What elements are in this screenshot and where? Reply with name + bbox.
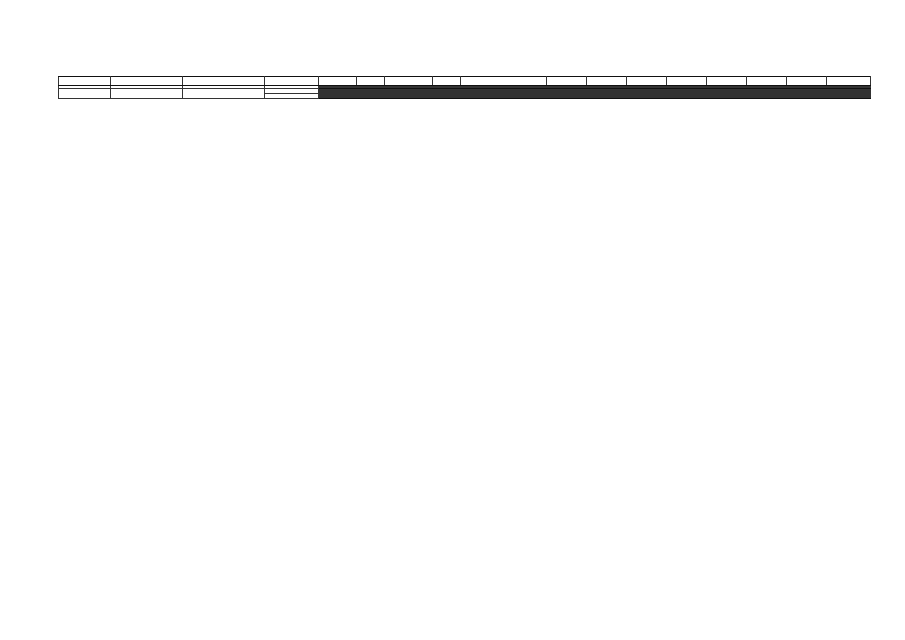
value-cell	[827, 98, 871, 99]
funding-table	[58, 76, 871, 99]
value-cell	[707, 98, 747, 99]
value-cell	[433, 98, 461, 99]
column-number	[667, 77, 707, 86]
value-cell	[319, 98, 357, 99]
value-cell	[787, 98, 827, 99]
column-number	[183, 77, 265, 86]
column-number	[319, 77, 357, 86]
column-number	[587, 77, 627, 86]
column-number	[461, 77, 547, 86]
measure-status	[59, 89, 111, 99]
value-cell	[357, 98, 385, 99]
column-number	[547, 77, 587, 86]
column-number	[433, 77, 461, 86]
executor-name	[265, 94, 319, 99]
value-cell	[547, 98, 587, 99]
value-cell	[587, 98, 627, 99]
value-cell	[627, 98, 667, 99]
column-number	[747, 77, 787, 86]
value-cell	[747, 98, 787, 99]
column-number	[265, 77, 319, 86]
value-cell	[385, 98, 433, 99]
column-number	[111, 77, 183, 86]
measure-name	[111, 89, 183, 99]
column-number	[357, 77, 385, 86]
column-number	[627, 77, 667, 86]
column-number	[827, 77, 871, 86]
value-cell	[667, 98, 707, 99]
table-body	[59, 77, 871, 99]
column-number	[59, 77, 111, 86]
column-number	[787, 77, 827, 86]
empty-cell	[183, 89, 265, 99]
funding-source-cell	[461, 98, 547, 99]
header-row	[59, 77, 871, 86]
column-number	[385, 77, 433, 86]
column-number	[707, 77, 747, 86]
